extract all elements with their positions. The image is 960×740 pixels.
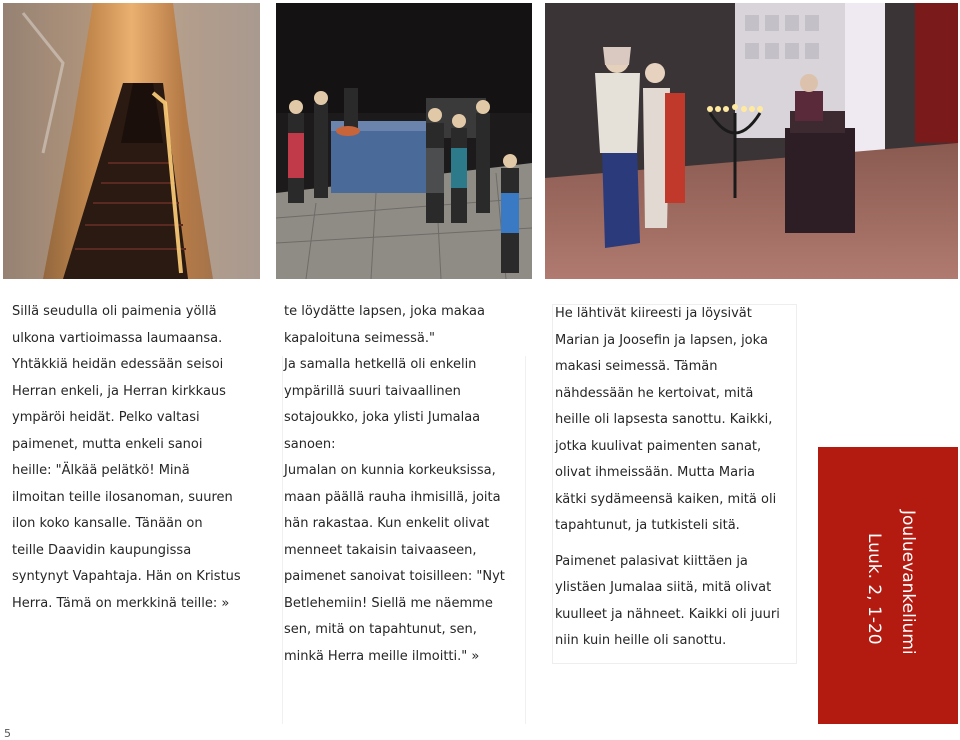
column2-line: ympärillä suuri taivaallinen (284, 383, 461, 399)
column2-line: te löydätte lapsen, joka makaa (284, 304, 485, 319)
column3-line: kätki sydämeensä kaiken, mitä oli (555, 491, 777, 507)
column1-line: ilon koko kansalle. Tänään on (12, 516, 203, 531)
text-column-1 (12, 299, 274, 617)
column2-line: minkä Herra meille ilmoitti." » (284, 648, 480, 664)
column2-line: maan päällä rauha ihmisillä, joita (284, 489, 501, 505)
column3-line: heille oli lapsesta sanottu. Kaikki, (555, 412, 773, 427)
column2-line: kapaloituna seimessä." (284, 330, 436, 346)
column2-line: Betlehemiin! Siellä me näemme (284, 595, 493, 611)
column3-line: makasi seimessä. Tämän (555, 359, 718, 374)
column3-line: kuulleet ja nähneet. Kaikki oli juuri (555, 606, 780, 622)
column2-line: sanoen: (284, 436, 336, 452)
column2-line: paimenet sanoivat toisilleen: "Nyt (284, 569, 505, 584)
column2-line: sen, mitä on tapahtunut, sen, (284, 622, 477, 637)
column2-line: menneet takaisin taivaaseen, (284, 542, 477, 558)
tunnel-image (3, 3, 260, 279)
column1-line: syntynyt Vapahtaja. Hän on Kristus (12, 569, 241, 584)
paragraph-gap (555, 540, 795, 549)
column2-line: Ja samalla hetkellä oli enkelin (284, 357, 477, 372)
column3-line: olivat ihmeissään. Mutta Maria (555, 465, 756, 480)
column3-line: ylistäen Jumalaa siitä, mitä olivat (555, 580, 772, 595)
column1-line: ilmoitan teille ilosanoman, suuren (12, 489, 233, 505)
panel-title: Jouluevankeliumi (898, 510, 918, 655)
column1-line: teille Daavidin kaupungissa (12, 542, 192, 558)
column3-line: Marian ja Joosefin ja lapsen, joka (555, 332, 768, 348)
panel-reference: Luuk. 2, 1-20 (864, 533, 884, 645)
children-image (276, 3, 532, 279)
photo-children (276, 3, 532, 279)
page-number: 5 (4, 727, 11, 740)
photo-tunnel (3, 3, 260, 279)
column1-line: Herran enkeli, ja Herran kirkkaus (12, 383, 226, 399)
text-column-3 (555, 301, 795, 655)
column1-line: paimenet, mutta enkeli sanoi (12, 436, 203, 452)
column2-line: Jumalan on kunnia korkeuksissa, (284, 463, 496, 478)
column1-line: heille: "Älkää pelätkö! Minä (12, 463, 190, 478)
column3-line: jotka kuulivat paimenten sanat, (555, 438, 762, 454)
photo-stage (545, 3, 958, 279)
column3-line: tapahtunut, ja tutkisteli sitä. (555, 518, 740, 533)
column1-line: Herra. Tämä on merkkinä teille: » (12, 595, 230, 611)
text-column-2 (284, 299, 524, 670)
column1-line: ympäröi heidät. Pelko valtasi (12, 410, 200, 425)
column3-line: Paimenet palasivat kiittäen ja (555, 553, 748, 569)
column1-line: Yhtäkkiä heidän edessään seisoi (12, 357, 224, 372)
column3-line: niin kuin heille oli sanottu. (555, 633, 727, 648)
column3-line: nähdessään he kertoivat, mitä (555, 385, 754, 401)
column2-line: hän rakastaa. Kun enkelit olivat (284, 516, 490, 531)
column3-line: He lähtivät kiireesti ja löysivät (555, 306, 752, 321)
title-panel (818, 447, 958, 724)
column1-line: ulkona vartioimassa laumaansa. (12, 330, 223, 346)
stage-image (545, 3, 958, 279)
column1-line: Sillä seudulla oli paimenia yöllä (12, 304, 217, 319)
column2-line: sotajoukko, joka ylisti Jumalaa (284, 410, 481, 425)
